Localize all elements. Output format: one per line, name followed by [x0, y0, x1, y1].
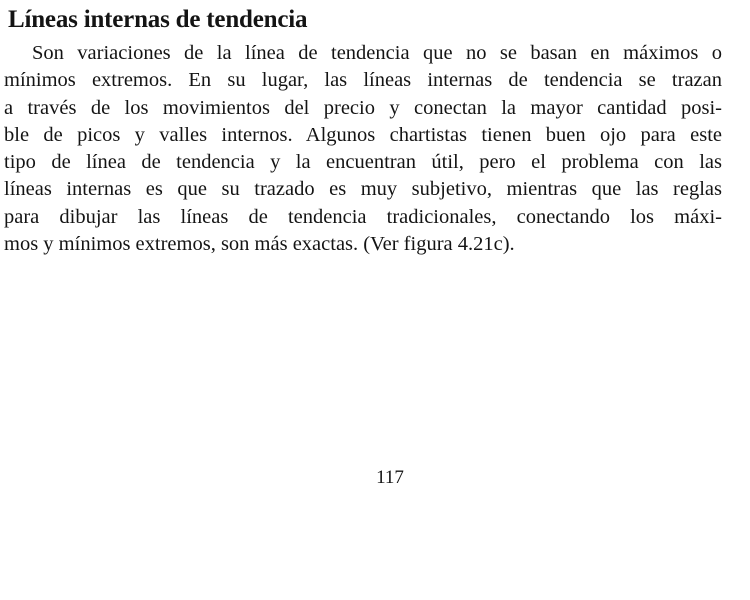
- paragraph-line: tipo de línea de tendencia y la encuentran útil, pero el problema con las: [4, 151, 722, 174]
- paragraph-line: ble de picos y valles internos. Algunos chartistas tienen buen ojo para este: [4, 123, 722, 146]
- paragraph-line: mínimos extremos. En su lugar, las líneas internas de tendencia se trazan: [4, 69, 722, 92]
- paragraph-line: a través de los movimientos del precio y conectan la mayor cantidad posi-: [4, 96, 722, 119]
- body-paragraph: [4, 40, 722, 258]
- section-heading: Líneas internas de tendencia: [8, 6, 308, 33]
- paragraph-line: Son variaciones de la línea de tendencia que no se basan en máximos o: [32, 42, 722, 64]
- paragraph-line: líneas internas es que su trazado es muy subjetivo, mientras que las reglas: [4, 178, 722, 201]
- paragraph-line: mos y mínimos extremos, son más exactas. (Ver figura 4.21c).: [4, 233, 515, 256]
- page-number: 117: [376, 467, 404, 488]
- paragraph-line: para dibujar las líneas de tendencia tradicionales, conectando los máxi-: [4, 205, 722, 228]
